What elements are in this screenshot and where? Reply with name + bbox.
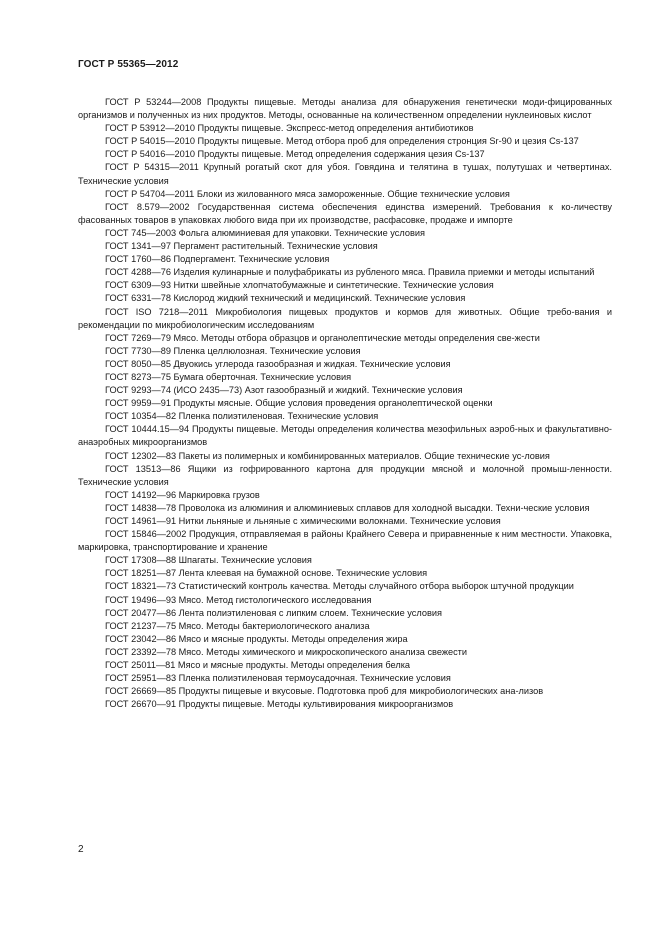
reference-item: ГОСТ 26669—85 Продукты пищевые и вкусовые. Подготовка проб для микробиологических ана-лизов: [105, 686, 544, 697]
references-list: [78, 96, 612, 711]
reference-item: ГОСТ Р 53244—2008 Продукты пищевые. Методы анализа для обнаружения генетически моди-фицированных организмов и полученных из них продуктов. Методы, основанные на количественном определении нуклеиновых кислот: [78, 97, 612, 121]
reference-item: ГОСТ 14192—96 Маркировка грузов: [105, 489, 260, 500]
reference-item: ГОСТ Р 54315—2011 Крупный рогатый скот для убоя. Говядина и телятина в тушах, полутушах и четвертинах. Технические условия: [78, 162, 612, 186]
reference-item: ГОСТ 23392—78 Мясо. Методы химического и микроскопического анализа свежести: [105, 646, 468, 657]
reference-item: ГОСТ 9293—74 (ИСО 2435—73) Азот газообразный и жидкий. Технические условия: [105, 385, 463, 396]
reference-item: ГОСТ 8.579—2002 Государственная система обеспечения единства измерений. Требования к ко-личеству фасованных товаров в упаковках любого вида при их производстве, расфасовке, продаже и импорте: [78, 201, 612, 225]
reference-item: ГОСТ 19496—93 Мясо. Метод гистологического исследования: [105, 594, 372, 605]
reference-item: ГОСТ 21237—75 Мясо. Методы бактериологического анализа: [105, 620, 370, 631]
document-header: ГОСТ Р 55365—2012: [78, 59, 179, 70]
reference-item: ГОСТ 6331—78 Кислород жидкий технический и медицинский. Технические условия: [105, 293, 466, 304]
reference-item: ГОСТ 7269—79 Мясо. Методы отбора образцов и органолептические методы определения све-жести: [105, 332, 540, 343]
reference-item: ГОСТ 745—2003 Фольга алюминиевая для упаковки. Технические условия: [105, 227, 425, 238]
reference-item: ГОСТ 7730—89 Пленка целлюлозная. Технические условия: [105, 345, 361, 356]
reference-item: ГОСТ 18251—87 Лента клеевая на бумажной основе. Технические условия: [105, 568, 428, 579]
reference-item: ГОСТ 6309—93 Нитки швейные хлопчатобумажные и синтетические. Технические условия: [105, 280, 494, 291]
reference-item: ГОСТ 1760—86 Подпергамент. Технические условия: [105, 254, 330, 265]
reference-item: ГОСТ 4288—76 Изделия кулинарные и полуфабрикаты из рубленого мяса. Правила приемки и методы испытаний: [105, 267, 595, 278]
reference-item: ГОСТ 18321—73 Статистический контроль качества. Методы случайного отбора выборок штучной продукции: [105, 581, 574, 592]
page-number: 2: [78, 844, 84, 855]
reference-item: ГОСТ 1341—97 Пергамент растительный. Технические условия: [105, 241, 378, 252]
reference-item: ГОСТ 20477—86 Лента полиэтиленовая с липким слоем. Технические условия: [105, 607, 442, 618]
reference-item: ГОСТ Р 54016—2010 Продукты пищевые. Метод определения содержания цезия Cs-137: [105, 149, 485, 160]
reference-item: ГОСТ 25951—83 Пленка полиэтиленовая термоусадочная. Технические условия: [105, 673, 451, 684]
reference-item: ГОСТ 10444.15—94 Продукты пищевые. Методы определения количества мезофильных аэроб-ных и факультативно-анаэробных микроорганизмов: [78, 424, 612, 448]
reference-item: ГОСТ Р 54015—2010 Продукты пищевые. Метод отбора проб для определения стронция Sr-90 и цезия Cs-137: [105, 136, 579, 147]
reference-item: ГОСТ 23042—86 Мясо и мясные продукты. Методы определения жира: [105, 633, 408, 644]
reference-item: ГОСТ 8050—85 Двуокись углерода газообразная и жидкая. Технические условия: [105, 358, 451, 369]
reference-item: ГОСТ 14838—78 Проволока из алюминия и алюминиевых сплавов для холодной высадки. Техни-ческие условия: [105, 502, 590, 513]
reference-item: ГОСТ 9959—91 Продукты мясные. Общие условия проведения органолептической оценки: [105, 398, 493, 409]
reference-item: ГОСТ 26670—91 Продукты пищевые. Методы культивирования микроорганизмов: [105, 699, 454, 710]
reference-item: ГОСТ ISO 7218—2011 Микробиология пищевых продуктов и кормов для животных. Общие требо-вания и рекомендации по микробиологическим исследованиям: [78, 306, 612, 330]
reference-item: ГОСТ 17308—88 Шпагаты. Технические условия: [105, 555, 312, 566]
reference-item: ГОСТ Р 54704—2011 Блоки из жилованного мяса замороженные. Общие технические условия: [105, 188, 510, 199]
reference-item: ГОСТ 10354—82 Пленка полиэтиленовая. Технические условия: [105, 411, 379, 422]
reference-item: ГОСТ 12302—83 Пакеты из полимерных и комбинированных материалов. Общие технические ус-ловия: [105, 450, 550, 461]
reference-item: ГОСТ 13513—86 Ящики из гофрированного картона для продукции мясной и молочной промыш-ленности. Технические условия: [78, 463, 612, 487]
reference-item: ГОСТ 15846—2002 Продукция, отправляемая в районы Крайнего Севера и приравненные к ним местности. Упаковка, маркировка, транспортирование и хранение: [78, 529, 612, 553]
reference-item: ГОСТ Р 53912—2010 Продукты пищевые. Экспресс-метод определения антибиотиков: [105, 123, 474, 134]
reference-item: ГОСТ 8273—75 Бумага оберточная. Технические условия: [105, 371, 352, 382]
reference-item: ГОСТ 14961—91 Нитки льняные и льняные с химическими волокнами. Технические условия: [105, 516, 501, 526]
reference-item: ГОСТ 25011—81 Мясо и мясные продукты. Методы определения белка: [105, 660, 411, 671]
